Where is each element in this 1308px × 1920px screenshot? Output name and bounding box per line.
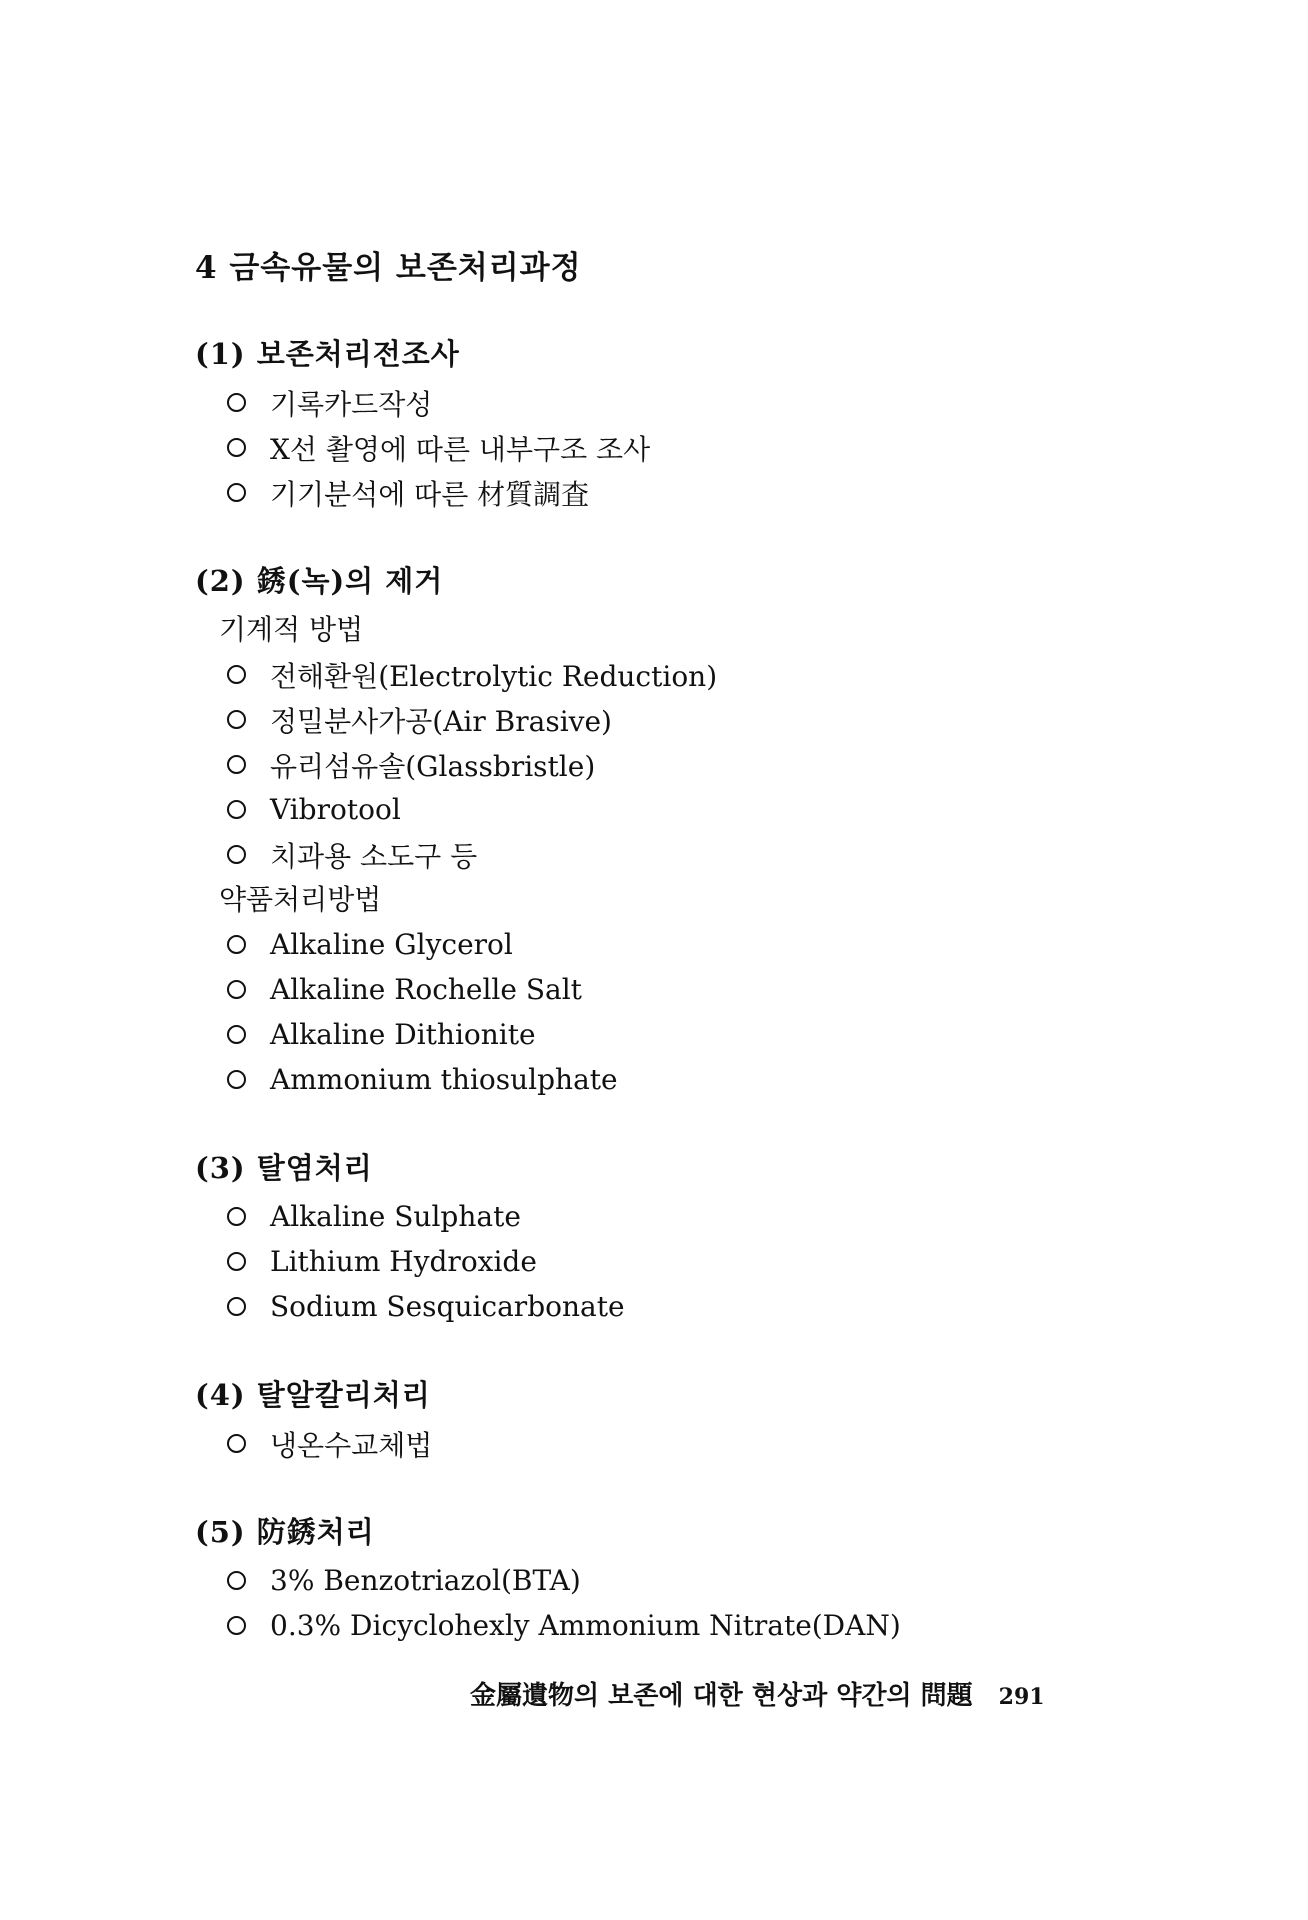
- circle-bullet-icon: [227, 935, 246, 954]
- list-item: [195, 967, 1175, 1012]
- list-item-text: 기기분석에 따른 材質調査: [270, 477, 590, 511]
- list-item: [195, 742, 1175, 787]
- list-item: [195, 1421, 1175, 1466]
- list-item: [195, 425, 1175, 470]
- section-desalination: [195, 1142, 1175, 1329]
- list-item-text: Alkaline Dithionite: [270, 1018, 536, 1051]
- item-list: [195, 922, 1175, 1102]
- section-rust-prevention: [195, 1506, 1175, 1648]
- circle-bullet-icon: [227, 1252, 246, 1271]
- list-item-text: 전해환원(Electrolytic Reduction): [270, 659, 718, 693]
- list-item: [195, 832, 1175, 877]
- subsection-heading: 기계적 방법: [219, 613, 364, 646]
- circle-bullet-icon: [227, 800, 246, 819]
- item-list: [195, 1194, 1175, 1329]
- list-item: [195, 1194, 1175, 1239]
- circle-bullet-icon: [227, 710, 246, 729]
- circle-bullet-icon: [227, 1207, 246, 1226]
- circle-bullet-icon: [227, 1571, 246, 1590]
- section-title: (5) 防銹처리: [195, 1515, 375, 1549]
- section-title: (4) 탈알칼리처리: [195, 1378, 431, 1412]
- section-rust-removal: [195, 555, 1175, 1102]
- circle-bullet-icon: [227, 1616, 246, 1635]
- list-item-text: Alkaline Sulphate: [270, 1200, 521, 1233]
- item-list: [195, 652, 1175, 877]
- section-title: (3) 탈염처리: [195, 1151, 373, 1185]
- list-item-text: 치과용 소도구 등: [270, 839, 478, 873]
- circle-bullet-icon: [227, 845, 246, 864]
- list-item: [195, 1603, 1175, 1648]
- list-item: [195, 380, 1175, 425]
- circle-bullet-icon: [227, 755, 246, 774]
- list-item: [195, 1239, 1175, 1284]
- list-item-text: Alkaline Glycerol: [270, 928, 513, 961]
- circle-bullet-icon: [227, 1025, 246, 1044]
- circle-bullet-icon: [227, 980, 246, 999]
- list-item-text: Sodium Sesquicarbonate: [270, 1290, 625, 1323]
- item-list: [195, 1421, 1175, 1466]
- list-item: [195, 697, 1175, 742]
- list-item: [195, 470, 1175, 515]
- list-item-text: 기록카드작성: [270, 387, 433, 421]
- list-item-text: X선 촬영에 따른 내부구조 조사: [270, 432, 651, 466]
- list-item-text: Alkaline Rochelle Salt: [270, 973, 582, 1006]
- running-title: 金屬遺物의 보존에 대한 현상과 약간의 問題: [470, 1681, 973, 1711]
- list-item-text: 냉온수교체법: [270, 1428, 433, 1462]
- list-item-text: 정밀분사가공(Air Brasive): [270, 704, 612, 738]
- subsection-heading: 약품처리방법: [219, 883, 382, 916]
- list-item: [195, 922, 1175, 967]
- list-item: [195, 1057, 1175, 1102]
- list-item-text: 0.3% Dicyclohexly Ammonium Nitrate(DAN): [270, 1609, 901, 1642]
- circle-bullet-icon: [227, 483, 246, 502]
- item-list: [195, 1558, 1175, 1648]
- list-item-text: 3% Benzotriazol(BTA): [270, 1564, 581, 1597]
- circle-bullet-icon: [227, 438, 246, 457]
- item-list: [195, 380, 1175, 515]
- page-number: 291: [998, 1684, 1045, 1710]
- section-dealkalization: [195, 1369, 1175, 1466]
- chapter-title: 4 금속유물의 보존처리과정: [195, 250, 582, 286]
- circle-bullet-icon: [227, 1434, 246, 1453]
- list-item: [195, 787, 1175, 832]
- list-item-text: Ammonium thiosulphate: [270, 1063, 618, 1096]
- list-item-text: Lithium Hydroxide: [270, 1245, 537, 1278]
- circle-bullet-icon: [227, 1070, 246, 1089]
- page-footer: [470, 1675, 1045, 1712]
- page-content: [195, 240, 1175, 1688]
- section-pre-treatment-survey: [195, 328, 1175, 515]
- circle-bullet-icon: [227, 1297, 246, 1316]
- section-title: (1) 보존처리전조사: [195, 337, 460, 371]
- list-item: [195, 652, 1175, 697]
- list-item-text: Vibrotool: [270, 793, 401, 826]
- circle-bullet-icon: [227, 393, 246, 412]
- list-item: [195, 1558, 1175, 1603]
- list-item-text: 유리섬유솔(Glassbristle): [270, 749, 596, 783]
- list-item: [195, 1012, 1175, 1057]
- section-title: (2) 銹(녹)의 제거: [195, 564, 444, 598]
- circle-bullet-icon: [227, 665, 246, 684]
- list-item: [195, 1284, 1175, 1329]
